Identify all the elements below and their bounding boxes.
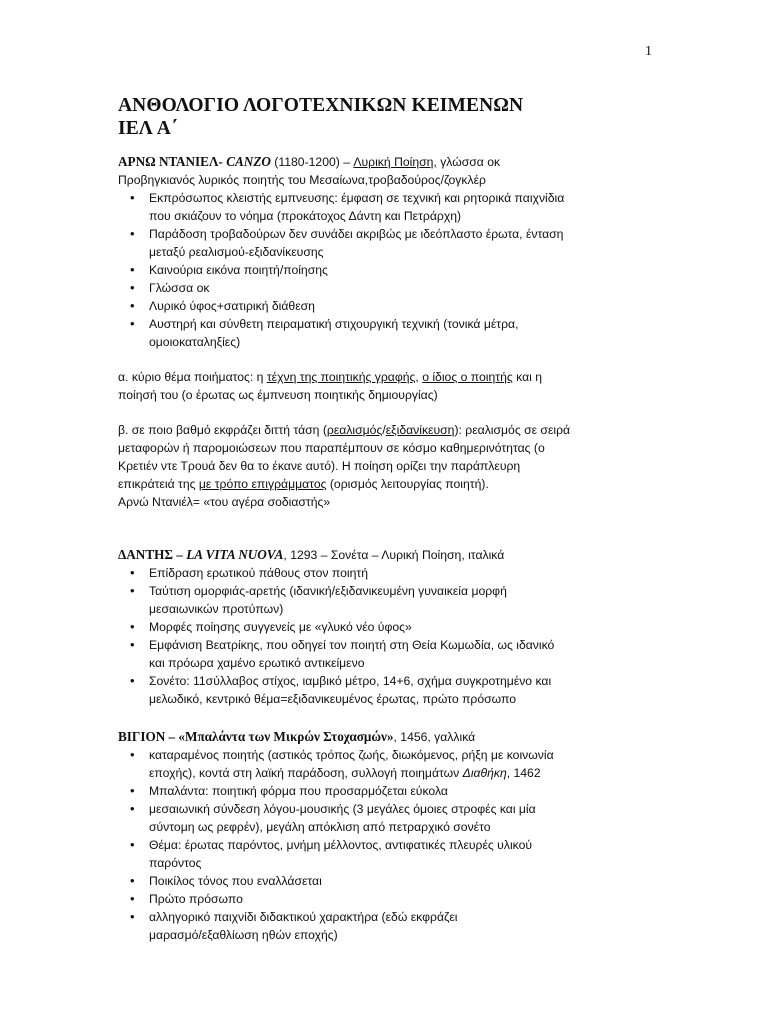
list-item: • Αυστηρή και σύνθετη πειραματική στιχουργική τεχνική (τονικά μέτρα, ομοιοκαταληξίες)	[118, 315, 653, 351]
list-item: • Ταύτιση ομορφιάς-αρετής (ιδανική/εξιδανικευμένη γυναικεία μορφή μεσαιωνικών προτύπων)	[118, 582, 653, 618]
list-item: • Σονέτο: 11σύλλαβος στίχος, ιαμβικό μέτρο, 14+6, σχήμα συγκροτημένο και μελωδικό, κεντρικό θέμα=εξιδανικευμένος έρωτας, πρώτο πρόσωπο	[118, 672, 653, 708]
document-title	[118, 94, 678, 140]
list-item: • Παράδοση τροβαδούρων δεν συνάδει ακριβώς με ιδεόπλαστο έρωτα, ένταση μεταξύ ρεαλισμού-εξιδανίκευσης	[118, 225, 653, 261]
bullet-list	[118, 564, 653, 708]
list-item: • Εμφάνιση Βεατρίκης, που οδηγεί τον ποιητή στη Θεία Κωμωδία, ως ιδανικό και πρόωρα χαμένο ερωτικό αντικείμενο	[118, 636, 653, 672]
section-dante	[118, 546, 653, 708]
work-title: LA VITA NUOVA	[186, 547, 284, 562]
author-name: ΒΙΓΙΟΝ –	[118, 729, 179, 744]
list-item: • Μπαλάντα: ποιητική φόρμα που προσαρμόζεται εύκολα	[118, 782, 653, 800]
section-heading	[118, 546, 653, 564]
section-villon	[118, 728, 653, 944]
title-line-1: ΑΝΘΟΛΟΓΙΟ ΛΟΓΟΤΕΧΝΙΚΩΝ ΚΕΙΜΕΝΩΝ	[118, 95, 524, 116]
list-item: • Θέμα: έρωτας παρόντος, μνήμη μέλλοντος, αντιφατικές πλευρές υλικού παρόντος	[118, 836, 653, 872]
list-item: • Εκπρόσωπος κλειστής εμπνευσης: έμφαση σε τεχνική και ρητορικά παιχνίδια που σκιάζουν το νόημα (προκάτοχος Δάντη και Πετράρχη)	[118, 189, 653, 225]
bullet-list	[118, 189, 653, 351]
work-details: , 1293 – Σονέτα – Λυρική Ποίηση, ιταλικά	[283, 548, 505, 562]
section-heading	[118, 153, 653, 171]
document-body	[118, 153, 653, 944]
list-item: • Πρώτο πρόσωπο	[118, 890, 653, 908]
list-item: • Γλώσσα οκ	[118, 279, 653, 297]
section-arnaut-daniel	[118, 153, 653, 511]
list-item: • μεσαιωνική σύνδεση λόγου-μουσικής (3 μεγάλες όμοιες στροφές και μία σύντομη ως ρεφρέν), μεγάλη απόκλιση από πετραρχικό σονέτο	[118, 800, 653, 836]
paragraph-b: β. σε ποιο βαθμό εκφράζει διττή τάση (ρεαλισμός/εξιδανίκευση): ρεαλισμός σε σειρά μεταφορών ή παρομοιώσεων που παραπέμπουν σε κόσμο καθημερινότητας (ο Κρετιέν ντε Τρουά δεν θα το έκανε αυτό). Η ποίηση ορίζει την παράπλευρη επικράτειά της με τρόπο επιγράμματος (ορισμός λειτουργίας ποιητή). Αρνώ Ντανιέλ= «του αγέρα σοδιαστής»	[118, 423, 571, 509]
list-item: • Μορφές ποίησης συγγενείς με «γλυκό νέο ύφος»	[118, 618, 653, 636]
work-title: «Μπαλάντα των Μικρών Στοχασμών»	[178, 729, 394, 744]
author-name: ΑΡΝΩ ΝΤΑΝΙΕΛ-	[118, 154, 223, 169]
page-number: 1	[645, 44, 652, 59]
list-item: • Λυρικό ύφος+σατιρική διάθεση	[118, 297, 653, 315]
paragraph-a: α. κύριο θέμα ποιήματος: η τέχνη της ποιητικής γραφής, ο ίδιος ο ποιητής και η ποίησή του (ο έρωτας ως έμπνευση ποιητικής δημιουργίας)	[118, 370, 542, 402]
language: γλώσσα οκ	[436, 155, 501, 169]
list-item: • αλληγορικό παιχνίδι διδακτικού χαρακτήρα (εδώ εκφράζει μαρασμό/εξαθλίωση ηθών εποχής)	[118, 908, 653, 944]
section-heading	[118, 728, 653, 746]
work-details: , 1456, γαλλικά	[393, 730, 476, 744]
work-dates: (1180-1200) –	[270, 155, 354, 169]
title-line-2: ΙΕΛ Α΄	[118, 118, 178, 139]
section-subtitle: Προβηγκιανός λυρικός ποιητής του Μεσαίωνα,τροβαδούρος/ζογκλέρ	[118, 173, 486, 187]
author-name: ΔΑΝΤΗΣ –	[118, 547, 187, 562]
list-item: • καταραμένος ποιητής (αστικός τρόπος ζωής, διωκόμενος, ρήξη με κοινωνία εποχής), κοντά στη λαϊκή παράδοση, συλλογή ποιημάτων Διαθήκη, 1462	[118, 746, 653, 782]
list-item: • Καινούρια εικόνα ποιητή/ποίησης	[118, 261, 653, 279]
bullet-list	[118, 746, 653, 944]
list-item: • Επίδραση ερωτικού πάθους στον ποιητή	[118, 564, 653, 582]
genre: Λυρική Ποίηση,	[353, 155, 437, 169]
list-item: • Ποικίλος τόνος που εναλλάσεται	[118, 872, 653, 890]
work-title: CANZO	[226, 154, 271, 169]
